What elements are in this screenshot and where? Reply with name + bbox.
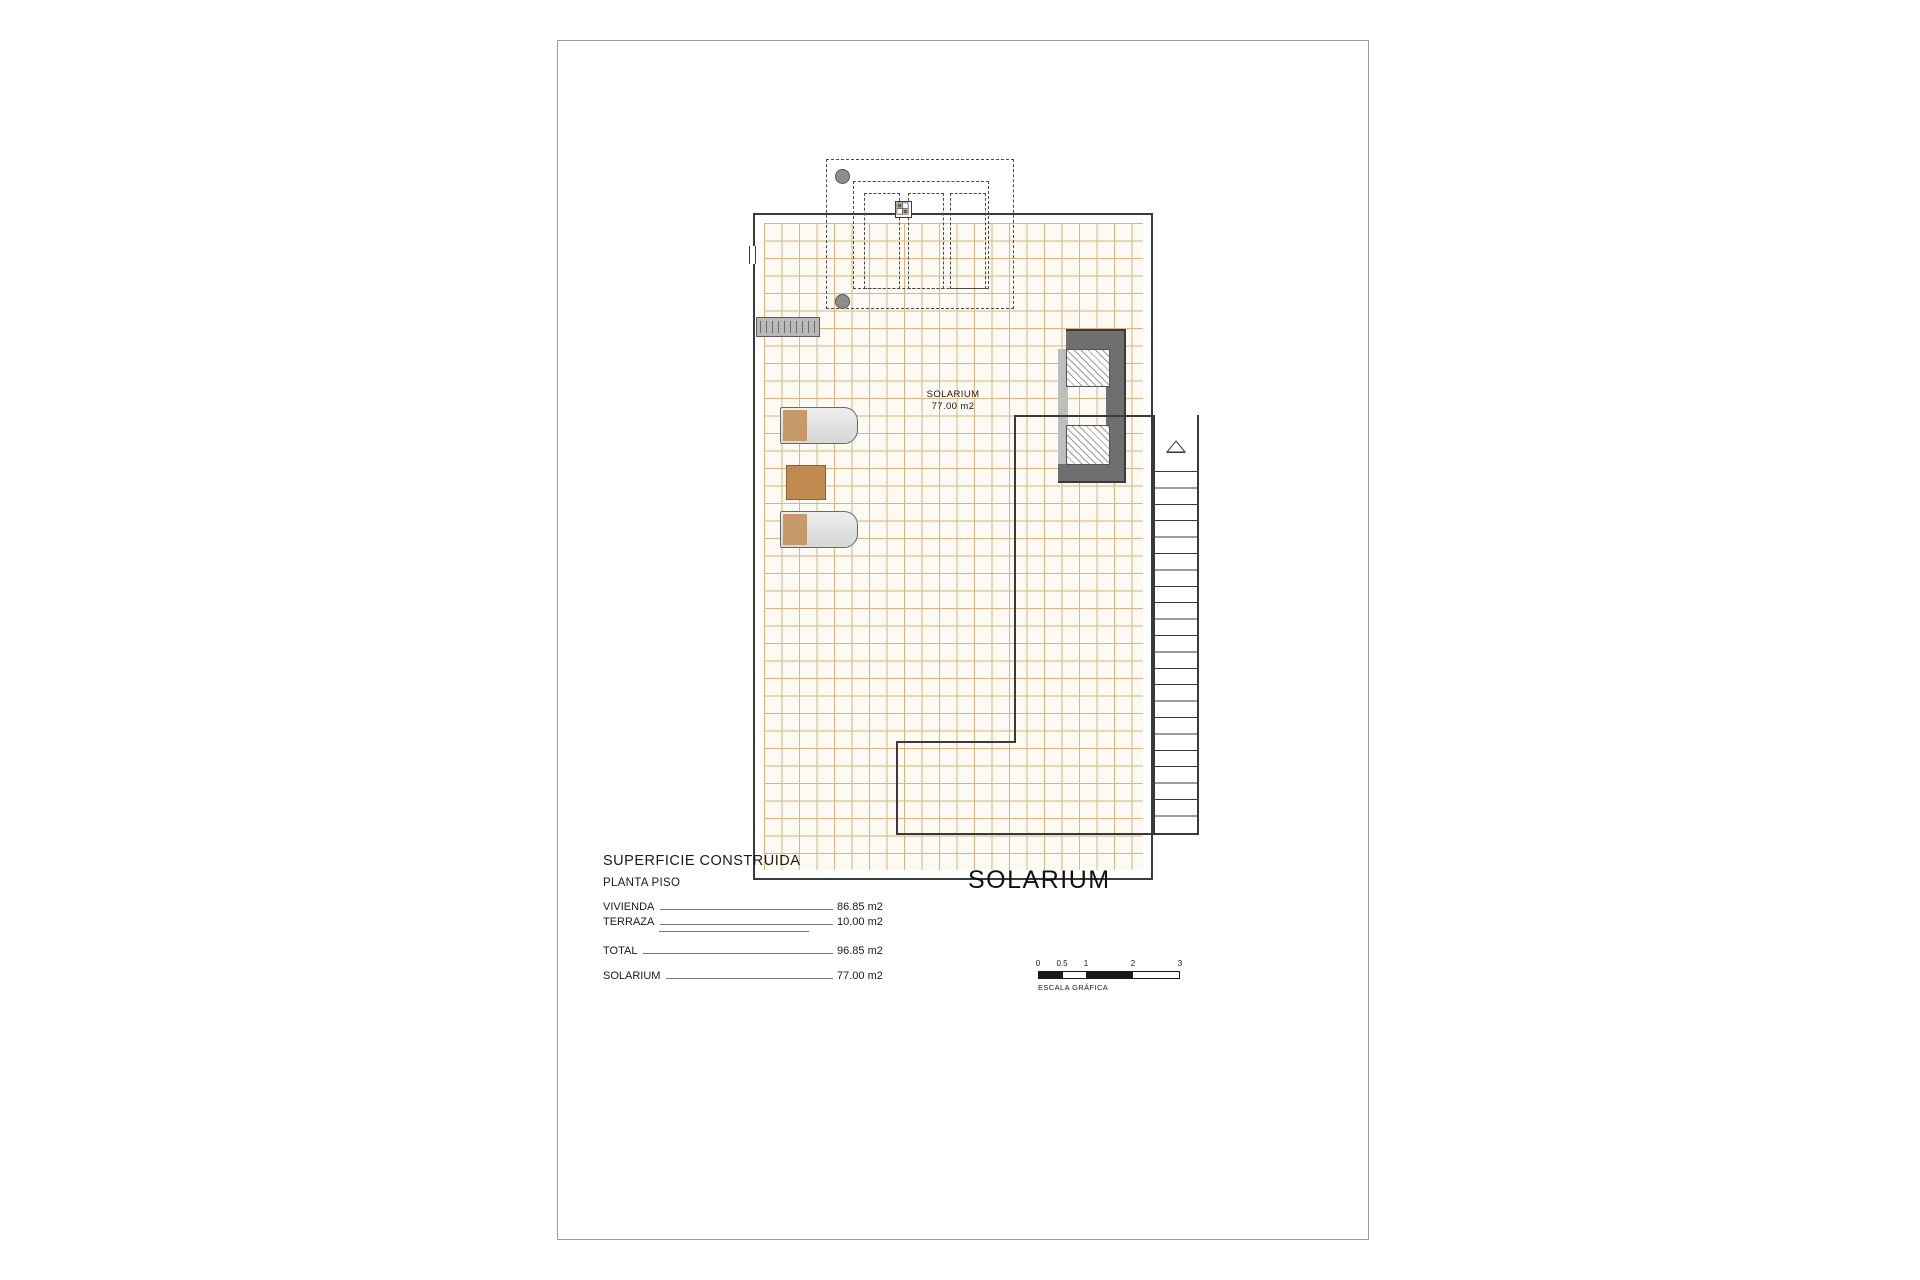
stair-treads (1154, 471, 1197, 831)
lower-terrace-top (896, 741, 1016, 743)
edge-line-right-bottom (1058, 481, 1126, 483)
scale-seg-4 (1133, 972, 1179, 978)
plan-inner-right-edge (1014, 415, 1016, 743)
area-row-value: 77.00 m2 (837, 970, 883, 982)
lower-terrace-left (896, 741, 898, 835)
leader-dots (666, 977, 833, 979)
scale-bar (1038, 971, 1180, 979)
table-row (603, 901, 903, 913)
graphic-scale (1035, 959, 1198, 992)
scale-tick-1: 0.5 (1056, 959, 1068, 968)
sun-lounger-top (780, 407, 858, 444)
room-label-area: 77.00 m2 (931, 401, 975, 412)
stair-direction-arrow-icon (1165, 440, 1187, 454)
scale-tick-labels (1035, 959, 1198, 971)
scale-seg-1 (1039, 972, 1063, 978)
skylight-icon (895, 201, 912, 218)
table-row (603, 945, 903, 957)
wall-grill-strip (756, 317, 820, 337)
edge-line-right (1124, 331, 1126, 483)
area-row-name: VIVIENDA (603, 901, 655, 913)
column-circle-top (835, 169, 850, 184)
area-row-value: 86.85 m2 (837, 901, 883, 913)
scale-tick-4: 3 (1177, 959, 1183, 968)
scale-seg-2 (1063, 972, 1087, 978)
drawing-sheet (557, 40, 1369, 1240)
column-circle-bottom (835, 294, 850, 309)
areas-subheading: PLANTA PISO (603, 877, 681, 889)
subtotal-rule (659, 931, 809, 932)
leader-dots (660, 908, 833, 910)
area-row-value: 10.00 m2 (837, 916, 883, 928)
hatch-block-top (1066, 349, 1110, 387)
wall-upper-right-bottom (1058, 464, 1124, 482)
scale-tick-0: 0 (1035, 959, 1041, 968)
plan-inner-top-edge (1014, 415, 1155, 417)
room-label-name: SOLARIUM (926, 389, 980, 400)
left-wall-opening (749, 246, 756, 264)
plan-title: SOLARIUM (968, 866, 1111, 894)
table-row (603, 970, 903, 982)
table-row (603, 916, 903, 928)
hatch-block-bottom (1066, 425, 1110, 465)
floor-plan (558, 41, 1370, 1241)
side-table (786, 465, 826, 500)
area-row-name: TOTAL (603, 945, 638, 957)
scale-tick-3: 2 (1130, 959, 1136, 968)
pergola-bay-2 (908, 193, 944, 289)
lounger-cushion (783, 410, 807, 441)
pergola-bay-3 (950, 193, 986, 289)
area-row-name: SOLARIUM (603, 970, 661, 982)
grill-lines (760, 321, 816, 333)
area-row-name: TERRAZA (603, 916, 655, 928)
areas-table (603, 853, 903, 985)
leader-dots (643, 952, 833, 954)
sun-lounger-bottom (780, 511, 858, 548)
scale-seg-3 (1086, 972, 1132, 978)
room-label-solarium (893, 389, 1013, 413)
scale-caption: ESCALA GRÁFICA (1038, 983, 1109, 992)
scale-tick-2: 1 (1083, 959, 1089, 968)
area-row-value: 96.85 m2 (837, 945, 883, 957)
leader-dots (660, 923, 833, 925)
edge-line-right-top (1066, 329, 1126, 331)
areas-heading: SUPERFICIE CONSTRUIDA (603, 853, 801, 869)
lounger-cushion (783, 514, 807, 545)
